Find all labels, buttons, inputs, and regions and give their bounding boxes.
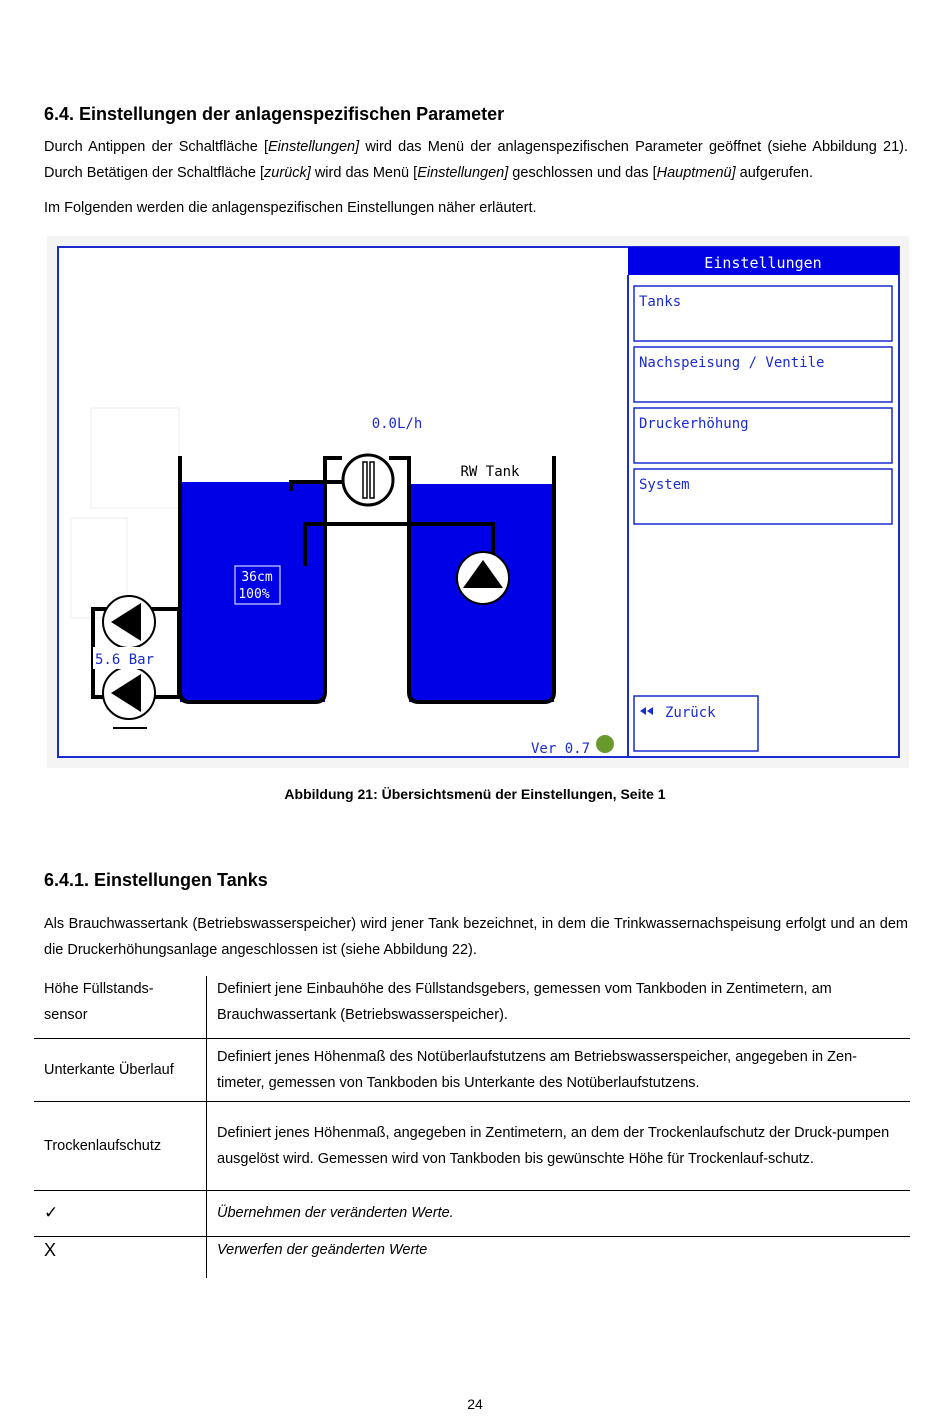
description-cell: Definiert jenes Höhenmaß, angegeben in Zentimetern, an dem der Trockenlaufschutz der Druck-pumpen ausgelöst wird. Gemessen wird von Tankboden bis gewünschte Höhe für Trockenlauf-schutz. (207, 1101, 911, 1190)
level-percent: 100% (238, 587, 270, 602)
settings-screenshot (47, 236, 909, 768)
term-cell: Trockenlaufschutz (34, 1101, 207, 1190)
table-row (34, 1236, 910, 1278)
term-cell: Höhe Füllstands-sensor (34, 976, 207, 1038)
back-button[interactable] (634, 696, 758, 751)
menu-item-system[interactable] (634, 469, 892, 524)
menu-item-label: Nachspeisung / Ventile (639, 355, 825, 371)
menu-item-druckerhoehung[interactable] (634, 408, 892, 463)
figure-caption: Abbildung 21: Übersichtsmenü der Einstellungen, Seite 1 (284, 786, 666, 802)
flow-meter-icon (343, 455, 393, 505)
table-row (34, 1038, 910, 1101)
intro-paragraph-2: Im Folgenden werden die anlagenspezifischen Einstellungen näher erläutert. (44, 200, 537, 216)
menu-item-nachspeisung[interactable] (634, 347, 892, 402)
tanks-intro-paragraph: Als Brauchwassertank (Betriebswasserspeicher) wird jener Tank bezeichnet, in dem die Trinkwassernachspeisung erfolgt und an dem die Druckerhöhungsanlage angeschlossen ist (siehe Abbildung 22). (44, 916, 908, 958)
term-cell: Unterkante Überlauf (34, 1038, 207, 1101)
pump-icon (457, 552, 509, 604)
intro-paragraph: Durch Antippen der Schaltfläche [Einstellungen] wird das Menü der anlagenspezifischen Parameter geöffnet (siehe Abbildung 21). Durch Betätigen der Schaltfläche [zurück] wird das Menü [Einstellungen] geschlossen und das [Hauptmenü] aufgerufen. (44, 139, 908, 181)
booster-pump-1-icon (103, 596, 155, 648)
page-number: 24 (467, 1396, 483, 1412)
table-row (34, 976, 910, 1038)
version-label: Ver 0.7 (531, 741, 591, 757)
definitions-table (34, 976, 910, 1278)
menu-item-label: System (639, 477, 690, 493)
cross-icon: X (34, 1236, 207, 1278)
description-cell: Definiert jene Einbauhöhe des Füllstandsgebers, gemessen vom Tankboden in Zentimetern, am Brauchwassertank (Betriebswasserspeicher). (217, 981, 832, 1023)
booster-pump-2-icon (103, 667, 155, 719)
menu-item-label: Druckerhöhung (639, 416, 749, 432)
menu-item-tanks[interactable] (634, 286, 892, 341)
status-indicator (596, 735, 614, 753)
subsection-heading: 6.4.1. Einstellungen Tanks (44, 870, 268, 890)
table-row (34, 1101, 910, 1190)
back-label: Zurück (665, 705, 716, 721)
description-cell: Definiert jenes Höhenmaß des Notüberlaufstutzens am Betriebswasserspeicher, angegeben in Zen-timeter, gemessen von Tankboden bis Unterkante des Notüberlaufstutzens. (207, 1038, 911, 1101)
section-heading: 6.4. Einstellungen der anlagenspezifischen Parameter (44, 104, 505, 124)
level-cm: 36cm (241, 570, 273, 585)
checkmark-icon: ✓ (34, 1190, 207, 1236)
description-cell: Verwerfen der geänderten Werte (207, 1236, 911, 1278)
table-row (34, 1190, 910, 1236)
flow-readout: 0.0L/h (371, 416, 423, 432)
menu-title: Einstellungen (704, 254, 822, 272)
pressure-readout: 5.6 Bar (95, 652, 155, 668)
menu-item-label: Tanks (639, 294, 682, 310)
description-cell: Übernehmen der veränderten Werte. (207, 1190, 911, 1236)
rw-tank-label: RW Tank (460, 464, 520, 480)
